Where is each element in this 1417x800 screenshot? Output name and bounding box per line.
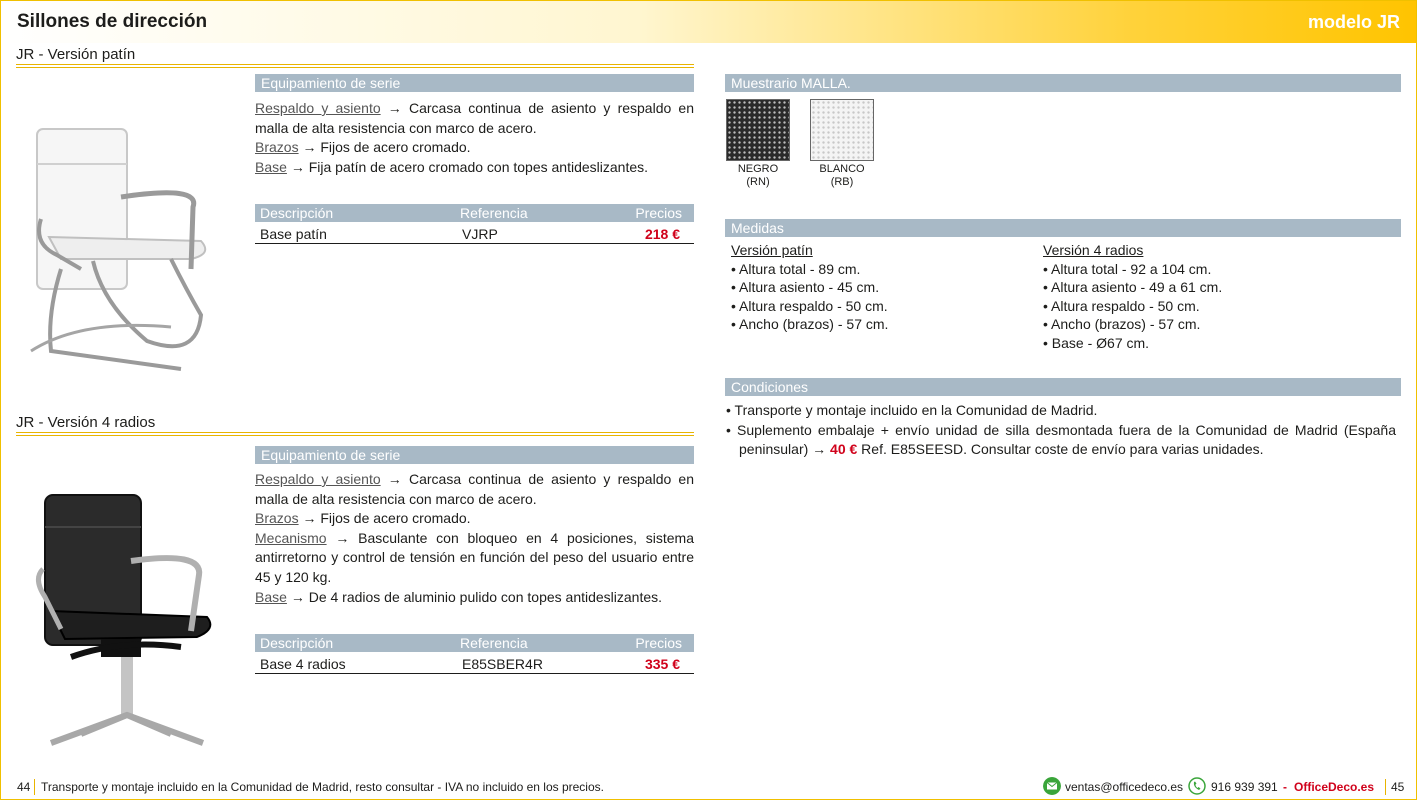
medidas-patin bbox=[731, 241, 1031, 334]
equipment-item bbox=[255, 588, 694, 608]
condiciones-heading: Condiciones bbox=[725, 378, 1401, 396]
footer-note: Transporte y montaje incluido en la Comunidad de Madrid, resto consultar - IVA no incluido en los precios. bbox=[41, 780, 604, 794]
equipment-label: Respaldo y asiento bbox=[255, 100, 381, 116]
list-item bbox=[726, 401, 1396, 421]
arrow-icon: → bbox=[290, 158, 305, 175]
item-text: Altura asiento - 45 cm. bbox=[739, 279, 880, 296]
footer-dash: - bbox=[1283, 780, 1287, 794]
item-text: Base - Ø67 cm. bbox=[1051, 334, 1150, 351]
list-item bbox=[726, 421, 1396, 460]
condition-text: Ref. E85SEESD. Consultar coste de envío para varias unidades. bbox=[857, 441, 1264, 457]
list-item bbox=[1043, 334, 1363, 353]
condition-text: Transporte y montaje incluido en la Comunidad de Madrid. bbox=[734, 402, 1098, 418]
list-item bbox=[1043, 297, 1363, 316]
row-price: 218 € bbox=[644, 226, 680, 242]
swatch-code: (RB) bbox=[830, 176, 854, 188]
price-table-header bbox=[255, 204, 694, 222]
arrow-icon: → bbox=[290, 588, 305, 605]
equipment-item bbox=[255, 509, 694, 529]
equipment-heading: Equipamiento de serie bbox=[255, 74, 694, 92]
equipment-label: Brazos bbox=[255, 139, 299, 156]
item-text: Altura respaldo - 50 cm. bbox=[739, 297, 888, 314]
footer-divider bbox=[34, 779, 35, 795]
equipment-item bbox=[255, 158, 694, 178]
muestrario-heading: Muestrario MALLA. bbox=[725, 74, 1401, 92]
item-text: Ancho (brazos) - 57 cm. bbox=[1051, 316, 1201, 333]
swatch-name: BLANCO bbox=[819, 163, 865, 175]
equipment-text: Carcasa continua de asiento y respaldo en malla de alta resistencia con marco de acero. bbox=[255, 471, 695, 507]
row-reference: E85SBER4R bbox=[462, 656, 543, 672]
chair-image-patin bbox=[21, 119, 221, 381]
equipment-label: Respaldo y asiento bbox=[255, 471, 381, 487]
section-title-patin: JR - Versión patín bbox=[16, 46, 136, 63]
section-divider bbox=[16, 64, 694, 68]
model-label: modelo JR bbox=[1307, 12, 1400, 32]
col-descripcion: Descripción bbox=[260, 205, 334, 221]
arrow-icon: → bbox=[302, 139, 317, 156]
phone-icon bbox=[1188, 777, 1206, 795]
page-title: Sillones de dirección bbox=[17, 11, 208, 32]
item-text: Altura asiento - 49 a 61 cm. bbox=[1051, 279, 1223, 296]
mail-icon bbox=[1043, 777, 1061, 795]
medidas-heading: Medidas bbox=[725, 219, 1401, 237]
item-text: Altura respaldo - 50 cm. bbox=[1051, 297, 1200, 314]
swatch-code: (RN) bbox=[746, 176, 770, 188]
equipment-text: Basculante con bloqueo en 4 posiciones, sistema antirretorno y control de tensión en función del peso del usuario entre 45 y 120 kg. bbox=[255, 529, 695, 585]
list-item bbox=[731, 297, 1031, 316]
equipment-list-patin bbox=[255, 99, 694, 177]
condition-text: Suplemento embalaje + envío unidad de silla desmontada fuera de la Comunidad de Madrid (España peninsular) → bbox=[737, 421, 1396, 457]
equipment-label: Base bbox=[255, 158, 287, 175]
swatch-negro bbox=[726, 99, 790, 161]
list-item bbox=[731, 278, 1031, 297]
arrow-icon: → bbox=[302, 510, 317, 527]
footer-email[interactable]: ventas@officedeco.es bbox=[1065, 780, 1184, 794]
condiciones-list bbox=[726, 401, 1396, 460]
item-text: Ancho (brazos) - 57 cm. bbox=[739, 316, 889, 333]
section-divider bbox=[16, 432, 694, 436]
footer-brand[interactable]: OfficeDeco.es bbox=[1294, 780, 1375, 794]
item-bold: Altura total bbox=[739, 260, 806, 277]
equipment-heading: Equipamiento de serie bbox=[255, 446, 694, 464]
row-reference: VJRP bbox=[462, 226, 498, 242]
col-precios: Precios bbox=[635, 635, 682, 651]
item-text: - 89 cm. bbox=[805, 260, 861, 277]
equipment-label: Brazos bbox=[255, 510, 299, 527]
col-referencia: Referencia bbox=[460, 205, 528, 221]
swatch-blanco bbox=[810, 99, 874, 161]
equipment-text: Carcasa continua de asiento y respaldo en malla de alta resistencia con marco de acero. bbox=[255, 100, 695, 136]
swatch-label-blanco bbox=[807, 163, 877, 189]
page-header bbox=[1, 1, 1416, 43]
list-item bbox=[731, 315, 1031, 334]
col-descripcion: Descripción bbox=[260, 635, 334, 651]
page-number-right: 45 bbox=[1391, 780, 1405, 794]
row-price: 335 € bbox=[644, 656, 680, 672]
equipment-item bbox=[255, 99, 694, 138]
page-footer bbox=[1, 775, 1416, 799]
page-number-left: 44 bbox=[17, 780, 31, 794]
swatch-label-negro bbox=[723, 163, 793, 189]
equipment-item bbox=[255, 470, 694, 509]
equipment-text: Fijos de acero cromado. bbox=[320, 510, 471, 527]
medidas-heading-patin: Versión patín bbox=[731, 242, 813, 258]
equipment-list-4-radios bbox=[255, 470, 694, 607]
list-item bbox=[731, 260, 1031, 279]
arrow-icon: → bbox=[387, 100, 402, 116]
price-table-header bbox=[255, 634, 694, 652]
list-item bbox=[1043, 315, 1363, 334]
equipment-text: Fija patín de acero cromado con topes antideslizantes. bbox=[308, 158, 649, 175]
row-description: Base patín bbox=[260, 226, 327, 242]
table-row bbox=[255, 224, 694, 244]
row-description: Base 4 radios bbox=[260, 656, 346, 672]
equipment-label: Base bbox=[255, 588, 287, 605]
col-precios: Precios bbox=[635, 205, 682, 221]
item-text: - 92 a 104 cm. bbox=[1117, 260, 1212, 277]
equipment-text: Fijos de acero cromado. bbox=[320, 139, 471, 156]
arrow-icon: → bbox=[387, 471, 402, 487]
equipment-item bbox=[255, 138, 694, 158]
equipment-text: De 4 radios de aluminio pulido con topes antideslizantes. bbox=[308, 588, 663, 605]
col-referencia: Referencia bbox=[460, 635, 528, 651]
equipment-item bbox=[255, 529, 694, 588]
footer-divider bbox=[1385, 779, 1386, 795]
arrow-icon: → bbox=[335, 529, 350, 546]
footer-phone[interactable]: 916 939 391 bbox=[1211, 780, 1278, 794]
list-item bbox=[1043, 278, 1363, 297]
chair-image-4-radios bbox=[31, 489, 221, 751]
section-title-4-radios: JR - Versión 4 radios bbox=[16, 414, 156, 431]
medidas-heading-4-radios: Versión 4 radios bbox=[1043, 242, 1144, 258]
supplement-price: 40 € bbox=[830, 441, 858, 457]
list-item bbox=[1043, 260, 1363, 279]
table-row bbox=[255, 654, 694, 674]
equipment-label: Mecanismo bbox=[255, 529, 327, 546]
medidas-4-radios bbox=[1043, 241, 1363, 353]
swatch-name: NEGRO bbox=[737, 163, 779, 175]
item-bold: Altura total bbox=[1051, 260, 1118, 277]
